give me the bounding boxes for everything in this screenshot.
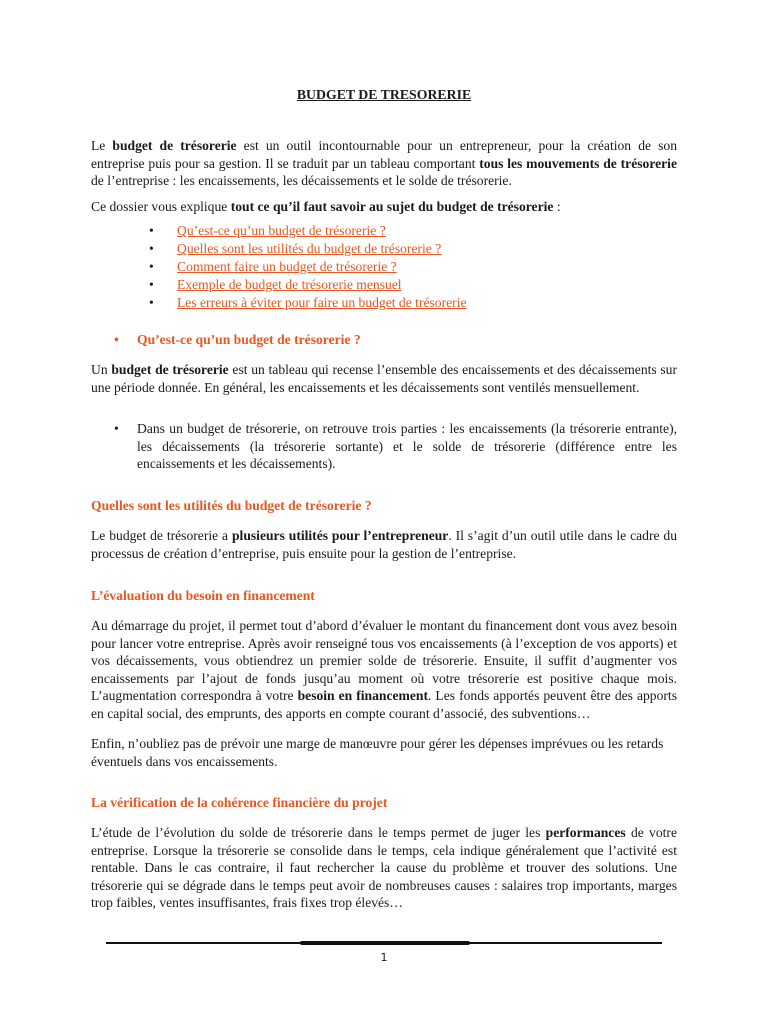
toc-link-definition[interactable]: Qu’est-ce qu’un budget de trésorerie ? [177, 223, 386, 238]
financing-paragraph: Au démarrage du projet, il permet tout d’abord d’évaluer le montant du financement dont vous avez besoin pour lancer votre entreprise. Après avoir renseigné tous vos encaissements (à l’exception de vos apports) et vos décaissements, vous obtiendrez un premier solde de trésorerie. Ensuite, il suffit d’augmenter vos encaissements par l’ajout de fonds jusqu’au moment où votre trésorerie est positive chaque mois. L’augmentation correspondra à votre besoin en financement. Les fonds apportés peuvent être des apports en capital social, des emprunts, des apports en compte courant d’associé, des subventions… [91, 618, 677, 721]
coherence-paragraph: L’étude de l’évolution du solde de trésorerie dans le temps permet de juger les performances de votre entreprise. Lorsque la trésorerie se consolide dans le temps, cela indique généralement que l’activité est rentable. Dans le cas contraire, il faut rechercher la cause du problème et trouver des solutions. Une trésorerie qui se dégrade dans le temps peut avoir de nombreuses causes : salaires trop importants, marges trop faibles, ventes insuffisantes, frais fixes trop élevés… [91, 825, 677, 910]
section-heading-utilities: Quelles sont les utilités du budget de trésorerie ? [91, 498, 372, 513]
bullet-icon: • [149, 223, 154, 238]
intro-paragraph: Le budget de trésorerie est un outil incontournable pour un entrepreneur, pour la création de son entreprise puis pour sa gestion. Il se traduit par un tableau comportant tous les mouvements de trésorerie de l’entreprise : les encaissements, les décaissements et le solde de trésorerie. [91, 138, 677, 188]
utilities-paragraph: Le budget de trésorerie a plusieurs utilités pour l’entrepreneur. Il s’agit d’un outil utile dans le cadre du processus de création d’entreprise, puis ensuite pour la gestion de l’entreprise. [91, 528, 677, 561]
toc-link-utilities[interactable]: Quelles sont les utilités du budget de trésorerie ? [177, 241, 442, 256]
toc-link-example[interactable]: Exemple de budget de trésorerie mensuel [177, 277, 402, 292]
document-page: BUDGET DE TRESORERIE Le budget de trésorerie est un outil incontournable pour un entrepreneur, pour la création de son entreprise puis pour sa gestion. Il se traduit par un tableau comportant tous les mouvements de trésorerie de l’entreprise : les encaissements, les décaissements et le solde de trésorerie. Ce dossier vous explique tout ce qu’il faut savoir au sujet du budget de trésorerie : • Qu’est-ce qu’un budget de trésorerie ? • Quelles sont les utilités du budget de trésorerie ? • Comment faire un budget de trésorerie ? • Exemple de budget de trésorerie mensuel • Les erreurs à éviter pour faire un budget de trésorerie • Qu’est-ce qu’un budget de trésorerie ? Un budget de trésorerie est un tableau qui recense l’ensemble des encaissements et des décaissements sur une période donnée. En général, les encaissements et les décaissements sont ventilés mensuellement. • Dans un budget de trésorerie, on retrouve trois parties : les encaissements (la trésorerie entrante), les décaissements (la trésorerie sortante) et le solde de trésorerie (différence entre les encaissements et les décaissements). Quelles sont les utilités du budget de trésorerie ? Le budget de trésorerie a plusieurs utilités pour l’entrepreneur. Il s’agit d’un outil utile dans le cadre du processus de création d’entreprise, puis ensuite pour la gestion de l’entreprise. L’évaluation du besoin en financement Au démarrage du projet, il permet tout d’abord d’évaluer le montant du financement dont vous avez besoin pour lancer votre entreprise. Après avoir renseigné tous vos encaissements (à l’exception de vos apports) et vos décaissements, vous obtiendrez un premier solde de trésorerie. Ensuite, il suffit d’augmenter vos encaissements par l’ajout de fonds jusqu’au moment où votre trésorerie est positive chaque mois. L’augmentation correspondra à votre besoin en financement. Les fonds apportés peuvent être des apports en capital social, des emprunts, des apports en compte courant d’associé, des subventions… Enfin, n’oubliez pas de prévoir une marge de manœuvre pour gérer les dépenses imprévues ou les retards éventuels dans vos encaissements. La vérification de la cohérence financière du projet L’étude de l’évolution du solde de trésorerie dans le temps permet de juger les performances de votre entreprise. Lorsque la trésorerie se consolide dans le temps, cela indique généralement que l’activité est rentable. Dans le cas contraire, il faut rechercher la cause du problème et trouver des solutions. Une trésorerie qui se dégrade dans le temps peut avoir de nombreuses causes : salaires trop importants, marges trop faibles, ventes insuffisantes, frais fixes trop élevés… 1 [0, 0, 768, 1024]
section-heading-coherence: La vérification de la cohérence financière du projet [91, 795, 388, 810]
footer-divider-accent [300, 941, 470, 945]
toc-link-errors[interactable]: Les erreurs à éviter pour faire un budget de trésorerie [177, 295, 467, 310]
bullet-icon: • [114, 421, 119, 436]
toc-link-how-to[interactable]: Comment faire un budget de trésorerie ? [177, 259, 397, 274]
bullet-icon: • [149, 295, 154, 310]
financing-paragraph-2: Enfin, n’oubliez pas de prévoir une marge de manœuvre pour gérer les dépenses imprévues ou les retards éventuels dans vos encaissements. [91, 736, 664, 769]
bullet-icon: • [114, 332, 119, 347]
intro-summary: Ce dossier vous explique tout ce qu’il faut savoir au sujet du budget de trésorerie : [91, 199, 561, 214]
bullet-icon: • [149, 259, 154, 274]
section-heading-financing: L’évaluation du besoin en financement [91, 588, 315, 603]
page-number: 1 [380, 951, 388, 964]
definition-paragraph: Un budget de trésorerie est un tableau qui recense l’ensemble des encaissements et des décaissements sur une période donnée. En général, les encaissements et les décaissements sont ventilés mensuellement. [91, 362, 678, 395]
bullet-icon: • [149, 277, 154, 292]
bullet-icon: • [149, 241, 154, 256]
document-title: BUDGET DE TRESORERIE [296, 87, 472, 102]
